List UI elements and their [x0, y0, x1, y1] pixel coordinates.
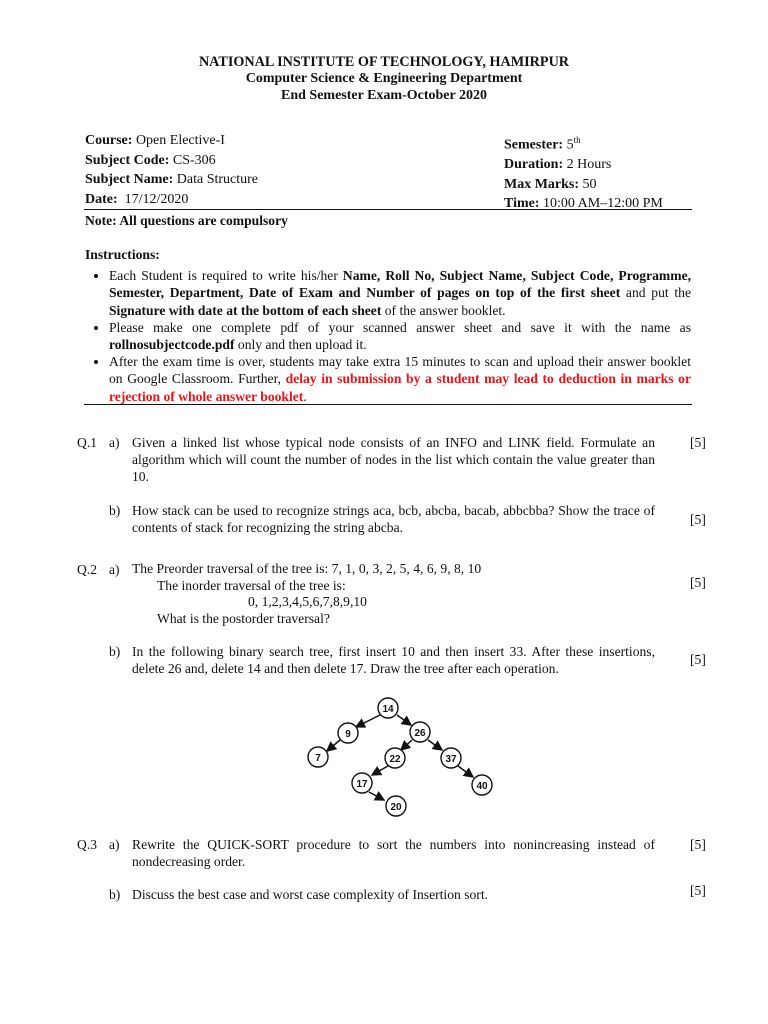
- q2a-text: [132, 561, 655, 627]
- inorder-label: The inorder traversal of the tree is:: [157, 577, 346, 593]
- institute-title: NATIONAL INSTITUTE OF TECHNOLOGY, HAMIRPUR: [198, 54, 570, 70]
- q2-number: Q.2: [77, 562, 98, 577]
- edge-17-20: [369, 792, 384, 800]
- preorder-line: The Preorder traversal of the tree is: 7, 1, 0, 3, 2, 5, 4, 6, 9, 8, 10: [132, 561, 482, 576]
- q1-number: Q.1: [77, 435, 98, 450]
- instructions-list: [85, 267, 691, 405]
- q2b-text: In the following binary search tree, first insert 10 and then insert 33. After these insertions, delete 26 and, delete 14 and then delete 17. Draw the tree after each operation.: [132, 644, 655, 677]
- divider-bottom: [84, 404, 692, 405]
- edge-26-37: [428, 740, 442, 750]
- q2b-label: b): [109, 644, 121, 659]
- max-marks-row: Max Marks: 50: [504, 176, 597, 192]
- details-left: [85, 131, 258, 209]
- inorder-values: 0, 1,2,3,4,5,6,7,8,9,10: [248, 594, 367, 610]
- instructions-heading: Instructions:: [85, 247, 160, 262]
- duration-row: Duration: 2 Hours: [504, 157, 612, 173]
- instruction-3: • After the exam time is over, students may take extra 15 minutes to scan and upload their answer booklet on Google Classroom. Further, delay in submission by a student may lead to deduction in marks or rejection of whole answer booklet.: [109, 353, 691, 405]
- q3b-marks: [5]: [690, 883, 706, 898]
- postorder-question: What is the postorder traversal?: [157, 610, 330, 626]
- q3a-text: Rewrite the QUICK-SORT procedure to sort the numbers into nonincreasing instead of nondecreasing order.: [132, 837, 655, 870]
- time-row: Time: 10:00 AM–12:00 PM: [504, 196, 663, 212]
- instructions: [85, 246, 691, 405]
- q1b-label: b): [109, 503, 121, 518]
- edge-37-40: [458, 766, 473, 777]
- exam-title: End Semester Exam-October 2020: [281, 88, 487, 103]
- q3a-marks: [5]: [690, 837, 706, 852]
- q2a-label: a): [109, 562, 120, 577]
- q1a-text: Given a linked list whose typical node consists of an INFO and LINK field. Formulate an algorithm which will count the number of nodes in the list which contain the value greater than 10.: [132, 435, 655, 485]
- bst-diagram: [300, 694, 500, 820]
- node-label: 9: [345, 729, 351, 740]
- subject-code-row: Subject Code: CS-306: [85, 152, 216, 168]
- node-label: 20: [390, 802, 402, 813]
- q3b-label: b): [109, 887, 121, 902]
- node-label: 22: [389, 754, 401, 765]
- instruction-1: • Each Student is required to write his/her Name, Roll No, Subject Name, Subject Code, Programme, Semester, Department, Date of Exam and Number of pages on top of the first sheet and put the Signature with date at the bottom of each sheet of the answer booklet.: [109, 267, 691, 319]
- subject-name-row: Subject Name: Data Structure: [85, 172, 259, 187]
- q1a-marks: [5]: [690, 435, 706, 450]
- edge-26-22: [401, 740, 412, 750]
- course-row: Course: Open Elective-I: [85, 133, 225, 148]
- q2a-marks: [5]: [690, 575, 706, 590]
- q2b-marks: [5]: [690, 652, 706, 667]
- edge-22-17: [372, 766, 388, 775]
- edge-14-9: [356, 715, 380, 727]
- edge-9-7: [327, 740, 340, 751]
- department-title: Computer Science & Engineering Department: [245, 71, 523, 86]
- node-label: 14: [382, 704, 394, 715]
- q3-number: Q.3: [77, 837, 98, 852]
- q3a-label: a): [109, 837, 120, 852]
- divider-top: [84, 209, 692, 210]
- q1a-label: a): [109, 435, 120, 450]
- edge-14-26: [397, 715, 411, 725]
- node-label: 17: [356, 779, 368, 790]
- node-label: 37: [445, 754, 457, 765]
- instruction-2: • Please make one complete pdf of your scanned answer sheet and save it with the name as rollnosubjectcode.pdf only and then upload it.: [109, 319, 691, 353]
- node-label: 7: [315, 753, 321, 764]
- node-label: 26: [414, 728, 426, 739]
- details-right: [504, 131, 663, 214]
- q1b-text: How stack can be used to recognize strings aca, bcb, abcba, bacab, abbcbba? Show the trace of contents of stack for recognizing the string abcba.: [132, 503, 655, 536]
- note: Note: All questions are compulsory: [85, 213, 288, 228]
- date-row: Date: 17/12/2020: [85, 191, 189, 207]
- q1b-marks: [5]: [690, 512, 706, 527]
- node-label: 40: [476, 781, 488, 792]
- semester-row: Semester: 5th: [504, 135, 581, 153]
- q3b-text: Discuss the best case and worst case complexity of Insertion sort.: [132, 887, 488, 902]
